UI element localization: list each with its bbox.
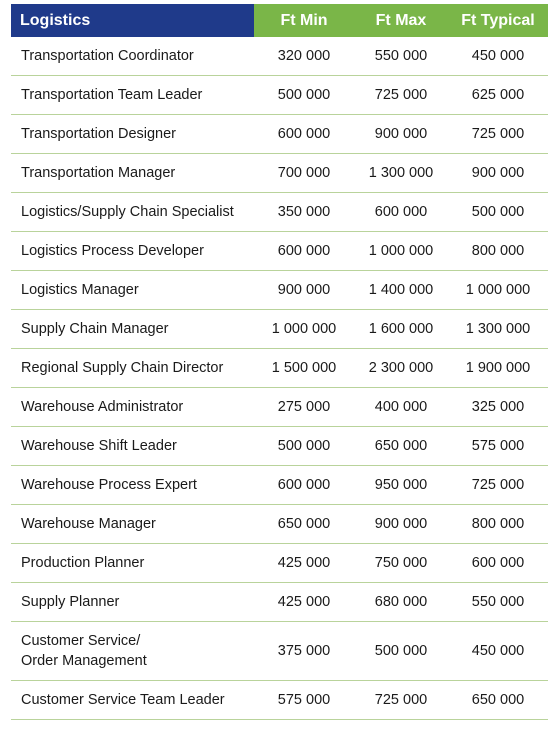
job-title: Transportation Team Leader xyxy=(21,87,203,103)
salary-typical: 575 000 xyxy=(471,438,525,454)
table-row xyxy=(11,310,548,349)
salary-min: 350 000 xyxy=(277,204,331,220)
salary-max: 1 600 000 xyxy=(368,321,434,337)
salary-min: 425 000 xyxy=(277,555,331,571)
salary-typical: 600 000 xyxy=(471,555,525,571)
salary-typical: 650 000 xyxy=(471,692,525,708)
table-row xyxy=(11,271,548,310)
salary-max: 725 000 xyxy=(374,692,428,708)
salary-typical: 1 300 000 xyxy=(465,321,531,337)
salary-max: 900 000 xyxy=(374,126,428,142)
salary-max: 500 000 xyxy=(374,643,428,659)
salary-max: 550 000 xyxy=(374,48,428,64)
table-row xyxy=(11,76,548,115)
job-title: Logistics/Supply Chain Specialist xyxy=(21,204,234,220)
job-title: Supply Planner xyxy=(21,594,120,610)
salary-table xyxy=(11,4,548,720)
salary-min: 1 000 000 xyxy=(271,321,337,337)
salary-min: 575 000 xyxy=(277,692,331,708)
job-title-line-1: Customer Service/ xyxy=(21,633,141,649)
job-title: Transportation Coordinator xyxy=(21,48,194,64)
salary-max: 1 300 000 xyxy=(368,165,434,181)
job-title: Warehouse Shift Leader xyxy=(21,438,177,454)
table-row xyxy=(11,427,548,466)
salary-min: 700 000 xyxy=(277,165,331,181)
header-ft-max: Ft Max xyxy=(354,4,448,37)
job-title: Regional Supply Chain Director xyxy=(21,360,224,376)
salary-max: 900 000 xyxy=(374,516,428,532)
table-row xyxy=(11,193,548,232)
salary-typical: 325 000 xyxy=(471,399,525,415)
salary-max: 750 000 xyxy=(374,555,428,571)
header-ft-typical: Ft Typical xyxy=(448,4,548,37)
table-header xyxy=(11,4,548,37)
job-title: Transportation Designer xyxy=(21,126,177,142)
salary-min: 900 000 xyxy=(277,282,331,298)
salary-max: 650 000 xyxy=(374,438,428,454)
salary-typical: 900 000 xyxy=(471,165,525,181)
salary-typical: 725 000 xyxy=(471,477,525,493)
job-title: Transportation Manager xyxy=(21,165,176,181)
table-row xyxy=(11,388,548,427)
salary-min: 600 000 xyxy=(277,243,331,259)
job-title: Logistics Manager xyxy=(21,282,139,298)
job-title: Production Planner xyxy=(21,555,145,571)
salary-max: 725 000 xyxy=(374,87,428,103)
salary-min: 500 000 xyxy=(277,87,331,103)
job-title-line-2: Order Management xyxy=(21,653,147,669)
salary-max: 600 000 xyxy=(374,204,428,220)
job-title: Logistics Process Developer xyxy=(21,243,204,259)
salary-typical: 1 900 000 xyxy=(465,360,531,376)
salary-typical: 800 000 xyxy=(471,516,525,532)
header-logistics: Logistics xyxy=(11,4,254,37)
salary-min: 1 500 000 xyxy=(271,360,337,376)
header-ft-min: Ft Min xyxy=(254,4,354,37)
job-title: Customer Service Team Leader xyxy=(21,692,225,708)
salary-max: 1 400 000 xyxy=(368,282,434,298)
job-title xyxy=(11,631,254,671)
salary-typical: 550 000 xyxy=(471,594,525,610)
salary-min: 500 000 xyxy=(277,438,331,454)
salary-typical: 625 000 xyxy=(471,87,525,103)
table-row xyxy=(11,115,548,154)
table-row xyxy=(11,349,548,388)
salary-typical: 500 000 xyxy=(471,204,525,220)
salary-max: 1 000 000 xyxy=(368,243,434,259)
table-row xyxy=(11,232,548,271)
salary-typical: 725 000 xyxy=(471,126,525,142)
salary-min: 600 000 xyxy=(277,126,331,142)
salary-max: 680 000 xyxy=(374,594,428,610)
salary-max: 950 000 xyxy=(374,477,428,493)
salary-min: 650 000 xyxy=(277,516,331,532)
table-row xyxy=(11,681,548,720)
table-row xyxy=(11,466,548,505)
salary-min: 320 000 xyxy=(277,48,331,64)
salary-min: 375 000 xyxy=(277,643,331,659)
table-row xyxy=(11,37,548,76)
table-row xyxy=(11,583,548,622)
table-row xyxy=(11,544,548,583)
salary-typical: 450 000 xyxy=(471,643,525,659)
table-row xyxy=(11,622,548,681)
salary-typical: 1 000 000 xyxy=(465,282,531,298)
salary-max: 2 300 000 xyxy=(368,360,434,376)
table-row xyxy=(11,505,548,544)
salary-max: 400 000 xyxy=(374,399,428,415)
job-title: Supply Chain Manager xyxy=(21,321,169,337)
salary-min: 425 000 xyxy=(277,594,331,610)
salary-typical: 450 000 xyxy=(471,48,525,64)
table-row xyxy=(11,154,548,193)
job-title: Warehouse Administrator xyxy=(21,399,184,415)
salary-min: 600 000 xyxy=(277,477,331,493)
salary-min: 275 000 xyxy=(277,399,331,415)
salary-typical: 800 000 xyxy=(471,243,525,259)
job-title: Warehouse Manager xyxy=(21,516,156,532)
job-title: Warehouse Process Expert xyxy=(21,477,197,493)
